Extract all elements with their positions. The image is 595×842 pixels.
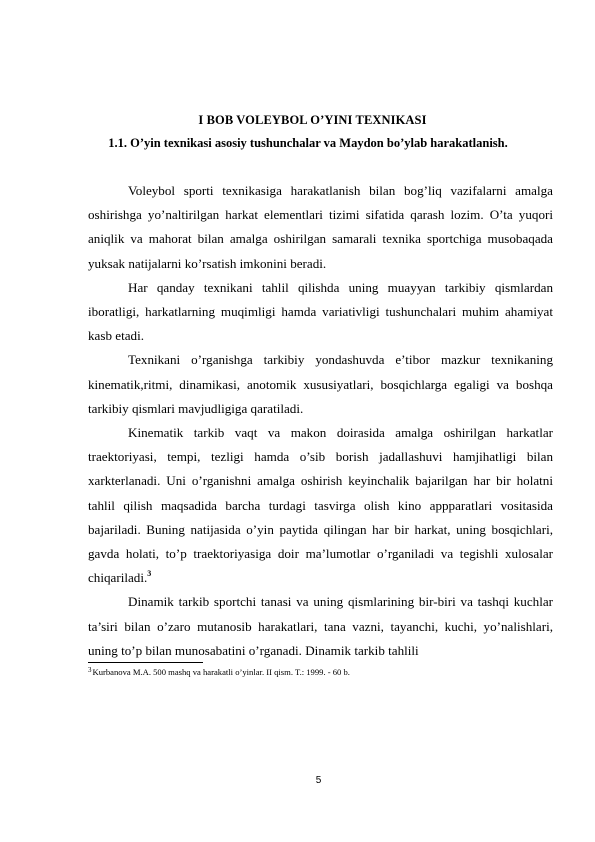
paragraph-text: Dinamik tarkib sportchi tanasi va uning qismlarining bir-biri va tashqi kuchlar ta’siri bilan o’zaro mutanosib harakatlari, tana vazni, tayanchi, kuchi, yo’nalishlari, uning to’p bilan munosabatini o’rganadi. Dinamik tarkib tahlili [88, 594, 553, 658]
paragraph [88, 421, 553, 590]
section-title: 1.1. O’yin texnikasi asosiy tushunchalar va Maydon bo’ylab harakatlanish. [108, 136, 508, 150]
chapter-title: I BOB VOLEYBOL O’YINI TEXNIKASI [198, 113, 427, 127]
paragraph [88, 590, 553, 663]
paragraph-text: Texnikani o’rganishga tarkibiy yondashuvda e’tibor mazkur texnikaning kinematik,ritmi, dinamikasi, anotomik xususiyatlari, bosqichlarga egaligi va boshqa tarkibiy qismlari mavjudligiga qaratiladi. [88, 352, 553, 416]
paragraph [88, 179, 553, 276]
footnote-reference[interactable]: 3 [147, 569, 152, 579]
paragraph-text: Voleybol sporti texnikasiga harakatlanish bilan bog’liq vazifalarni amalga oshirishga yo’naltirilgan harkat elementlari tizimi sifatida qarash lozim. O’ta yuqori aniqlik va mahorat bilan amalga oshirilgan samarali texnika sportchiga musobaqada yuksak natijalarni ko’rsatish imkonini beradi. [88, 183, 553, 271]
footnote-marker: 3 [88, 666, 92, 674]
paragraph-text: Kinematik tarkib vaqt va makon doirasida amalga oshirilgan harkatlar traektoriyasi, tempi, tezligi hamda o’sib borish jadallashuvi hamjihatligi bilan xarkterlanadi. Uni o’rganishni amalga oshirish keyinchalik bajarilgan har bir holatni tahlil qilish maqsadida barcha turdagi tasvirga olish kino appparatlari vositasida bajariladi. Buning natijasida o’yin paytida qilingan har bir harkat, uning bosqichlari, gavda holati, to’p traektoriyasiga doir ma’lumotlar o’rganiladi va tegishli xulosalar chiqariladi. [88, 425, 553, 586]
footnote-divider [88, 662, 203, 663]
paragraph [88, 348, 553, 421]
paragraph [88, 276, 553, 349]
page-number: 5 [315, 775, 322, 786]
footnote-text: Kurbanova M.A. 500 mashq va harakatli o’yinlar. II qism. T.: 1999. - 60 b. [92, 667, 350, 677]
footnote [88, 666, 553, 678]
body-text [88, 179, 553, 663]
paragraph-text: Har qanday texnikani tahlil qilishda uning muayyan tarkibiy qismlardan iboratligi, harkatlarning muqimligi hamda variativligi tushunchalari muhim ahamiyat kasb etadi. [88, 279, 553, 344]
